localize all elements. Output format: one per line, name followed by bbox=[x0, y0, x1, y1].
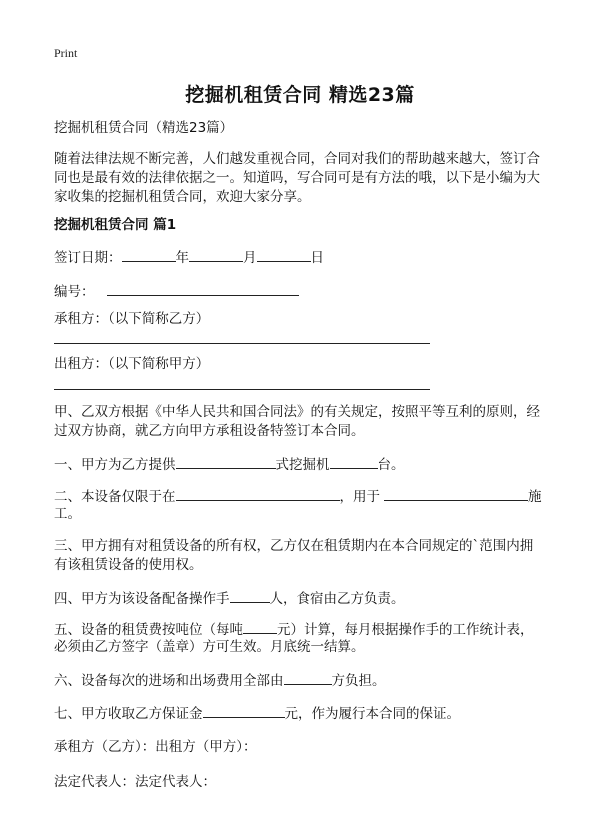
operator-count-blank[interactable] bbox=[230, 588, 270, 603]
clause-4 bbox=[54, 588, 405, 609]
month-blank[interactable] bbox=[189, 247, 243, 262]
year-blank[interactable] bbox=[122, 247, 176, 262]
excavator-count-blank[interactable] bbox=[330, 454, 378, 469]
day-label: 日 bbox=[310, 250, 324, 266]
lessee-label: 承租方：（以下简称乙方） bbox=[54, 311, 210, 327]
clause-2-text-a: 二、本设备仅限于在 bbox=[54, 489, 176, 505]
clause-1-text-b: 式挖掘机 bbox=[275, 457, 330, 473]
year-label: 年 bbox=[175, 250, 189, 266]
clause-6-text-a: 六、设备每次的进场和出场费用全部由 bbox=[54, 673, 284, 689]
contract-number-blank[interactable] bbox=[107, 281, 299, 296]
clause-5-text-b: 元）计算，每月根据操作手的工作统计表， bbox=[277, 622, 534, 638]
clause-7-text-b: 元，作为履行本合同的保证。 bbox=[284, 706, 460, 722]
month-label: 月 bbox=[243, 250, 257, 266]
lessee-blank-line[interactable] bbox=[54, 343, 430, 344]
price-per-ton-blank[interactable] bbox=[243, 619, 277, 634]
legal-representatives: 法定代表人：法定代表人： bbox=[54, 774, 216, 790]
intro-paragraph-line-3: 家收集的挖掘机租赁合同，欢迎大家分享。 bbox=[54, 189, 311, 205]
purpose-blank[interactable] bbox=[384, 486, 528, 501]
intro-paragraph-line-1: 随着法律法规不断完善，人们越发重视合同，合同对我们的帮助越来越大，签订合 bbox=[54, 151, 540, 167]
clause-2-text-c: 施 bbox=[528, 489, 542, 505]
clause-7 bbox=[54, 703, 460, 724]
contract-number-label: 编号： bbox=[54, 284, 95, 300]
clause-3-line-1: 三、甲方拥有对租赁设备的所有权，乙方仅在租赁期内在本合同规定的`范围内拥 bbox=[54, 538, 534, 554]
clause-4-text-a: 四、甲方为该设备配备操作手 bbox=[54, 591, 230, 607]
sign-date-label: 签订日期： bbox=[54, 250, 122, 266]
clause-2 bbox=[54, 486, 542, 507]
lessor-label: 出租方：（以下简称甲方） bbox=[54, 356, 210, 372]
clause-4-text-b: 人，食宿由乙方负责。 bbox=[269, 591, 405, 607]
deposit-blank[interactable] bbox=[203, 703, 285, 718]
sign-date-row bbox=[54, 247, 324, 268]
contract-number-row bbox=[54, 281, 299, 302]
clause-2-text-b: ，用于 bbox=[339, 489, 380, 505]
clause-1 bbox=[54, 454, 405, 475]
clause-3-line-2: 有该租赁设备的使用权。 bbox=[54, 557, 203, 573]
section-heading: 挖掘机租赁合同 篇1 bbox=[54, 217, 177, 233]
clause-5-line-2: 必须由乙方签字（盖章）方可生效。月底统一结算。 bbox=[54, 639, 365, 655]
lessor-blank-line[interactable] bbox=[54, 389, 430, 390]
cost-party-blank[interactable] bbox=[284, 670, 332, 685]
preamble-line-1: 甲、乙双方根据《中华人民共和国合同法》的有关规定，按照平等互利的原则，经 bbox=[54, 404, 540, 420]
print-label[interactable]: Print bbox=[54, 46, 78, 60]
signature-parties: 承租方（乙方）：出租方（甲方）： bbox=[54, 739, 257, 755]
clause-7-text-a: 七、甲方收取乙方保证金 bbox=[54, 706, 203, 722]
clause-2-line-2: 工。 bbox=[54, 506, 81, 522]
preamble-line-2: 过双方协商，就乙方向甲方承租设备特签订本合同。 bbox=[54, 423, 365, 439]
clause-5 bbox=[54, 619, 534, 640]
location-blank[interactable] bbox=[176, 486, 340, 501]
day-blank[interactable] bbox=[257, 247, 311, 262]
clause-6-text-b: 方负担。 bbox=[331, 673, 386, 689]
excavator-model-blank[interactable] bbox=[176, 454, 276, 469]
clause-1-text-c: 台。 bbox=[377, 457, 405, 473]
clause-5-text-a: 五、设备的租赁费按吨位（每吨 bbox=[54, 622, 243, 638]
clause-1-text-a: 一、甲方为乙方提供 bbox=[54, 457, 176, 473]
document-subtitle: 挖掘机租赁合同（精选23篇） bbox=[54, 120, 234, 136]
clause-6 bbox=[54, 670, 386, 691]
intro-paragraph-line-2: 同也是最有效的法律依据之一。知道吗，写合同可是有方法的哦，以下是小编为大 bbox=[54, 170, 540, 186]
document-title: 挖掘机租赁合同 精选23篇 bbox=[185, 84, 415, 106]
